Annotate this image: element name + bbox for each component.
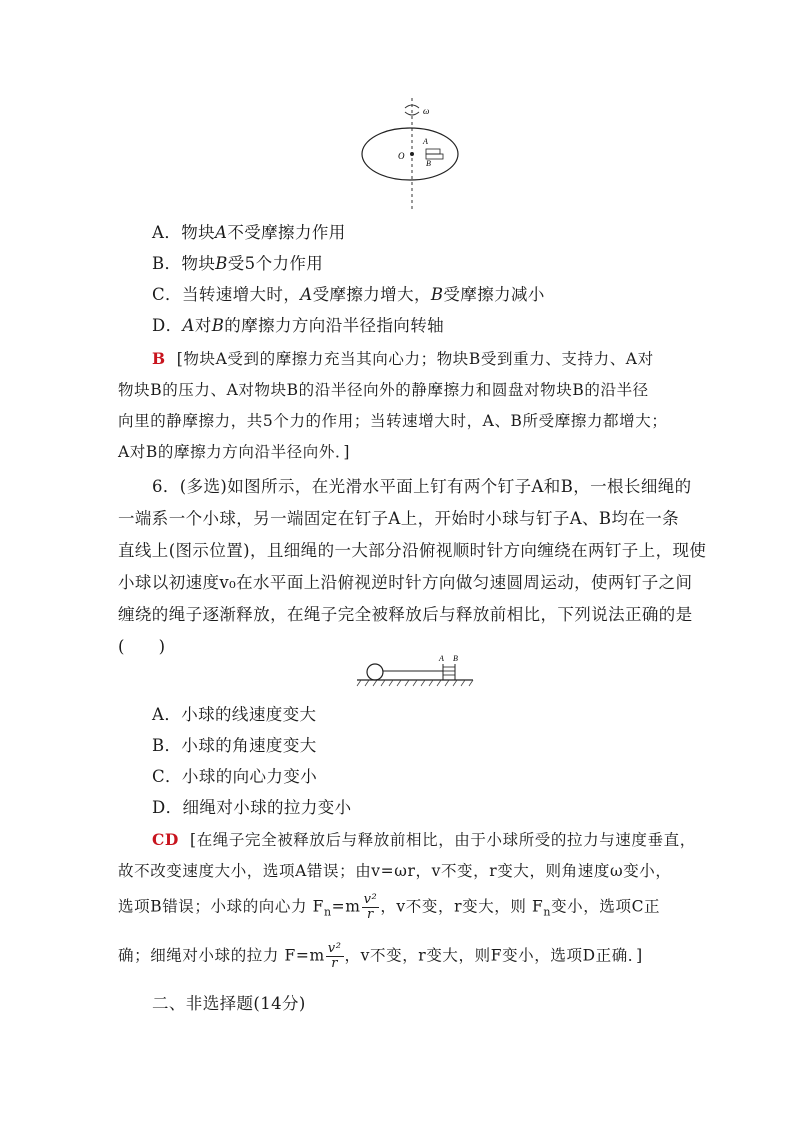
q5-option-a: A．物块A不受摩擦力作用	[152, 223, 346, 242]
q5-option-b: B．物块B受5个力作用	[152, 254, 324, 273]
section-2-heading: 二、非选择题(14分)	[152, 994, 306, 1013]
q6-option-c: C．小球的向心力变小	[152, 767, 318, 786]
block-a-label: A	[423, 137, 428, 146]
q5-explanation-line-2: 物块B的压力、A对物块B的沿半径向外的静摩擦力和圆盘对物块B的沿半径	[118, 381, 649, 399]
q5-explanation-line-3: 向里的静摩擦力，共5个力的作用；当转速增大时，A、B所受摩擦力都增大；	[118, 412, 668, 430]
q6-option-b: B．小球的角速度变大	[152, 736, 317, 755]
q5-option-d: D．A对B的摩擦力方向沿半径指向转轴	[152, 316, 444, 335]
block-b-label: B	[426, 159, 431, 168]
q5-explanation-line-1: B [物块A受到的摩擦力充当其向心力；物块B受到重力、支持力、A对	[152, 349, 654, 368]
q6-explanation-line-4: 确；细绳对小球的拉力 F=m $\frac{\text{v²}}{r}$ ，v不变，r变大，则F变小，选项D正确．]	[118, 941, 643, 971]
q6-stem-line-6: ( )	[118, 637, 166, 656]
q6-stem-line-1: 6．(多选)如图所示，在光滑水平面上钉有两个钉子A和B，一根长细绳的	[152, 477, 692, 496]
q6-explanation-line-2: 故不改变速度大小，选项A错误；由v=ωr，v不变，r变大，则角速度ω变小，	[118, 862, 672, 880]
peg-a-label: A	[439, 654, 444, 663]
q6-stem-line-5: 缠绕的绳子逐渐释放，在绳子完全被释放后与释放前相比，下列说法正确的是	[118, 605, 693, 624]
ball-pegs-figure	[355, 650, 475, 688]
peg-b-label: B	[453, 654, 458, 663]
q6-option-d: D．细绳对小球的拉力变小	[152, 798, 352, 817]
omega-label: ω	[423, 106, 430, 116]
fraction-v2-over-r: $\frac{\text{v²}}{r}$	[363, 892, 378, 922]
q5-option-c: C．当转速增大时，A受摩擦力增大，B受摩擦力减小	[152, 285, 545, 304]
q6-stem-line-4: 小球以初速度v₀在水平面上沿俯视逆时针方向做匀速圆周运动，使两钉子之间	[118, 573, 693, 592]
q6-answer-key: CD	[152, 830, 179, 849]
q5-explanation-line-4: A对B的摩擦力方向沿半径向外．]	[118, 443, 350, 461]
q5-answer-key: B	[152, 349, 166, 368]
q6-explanation-line-3: 选项B错误；小球的向心力 $F_n=m$ $\frac{\text{v²}}{r}$ ，v不变，r变大，则 $F_n$变小，选项C正	[118, 892, 661, 922]
fraction-v2-over-r-2: $\frac{\text{v²}}{r}$	[327, 941, 342, 971]
q6-option-a: A．小球的线速度变大	[152, 705, 317, 724]
rotating-disk-figure	[355, 98, 465, 210]
q6-explanation-line-1: CD [在绳子完全被释放后与释放前相比，由于小球所受的拉力与速度垂直，	[152, 830, 696, 849]
q6-stem-line-3: 直线上(图示位置)，且细绳的一大部分沿俯视顺时针方向缠绕在两钉子上，现使	[118, 541, 707, 560]
q6-stem-line-2: 一端系一个小球，另一端固定在钉子A上，开始时小球与钉子A、B均在一条	[118, 509, 680, 528]
center-label: O	[398, 151, 405, 161]
